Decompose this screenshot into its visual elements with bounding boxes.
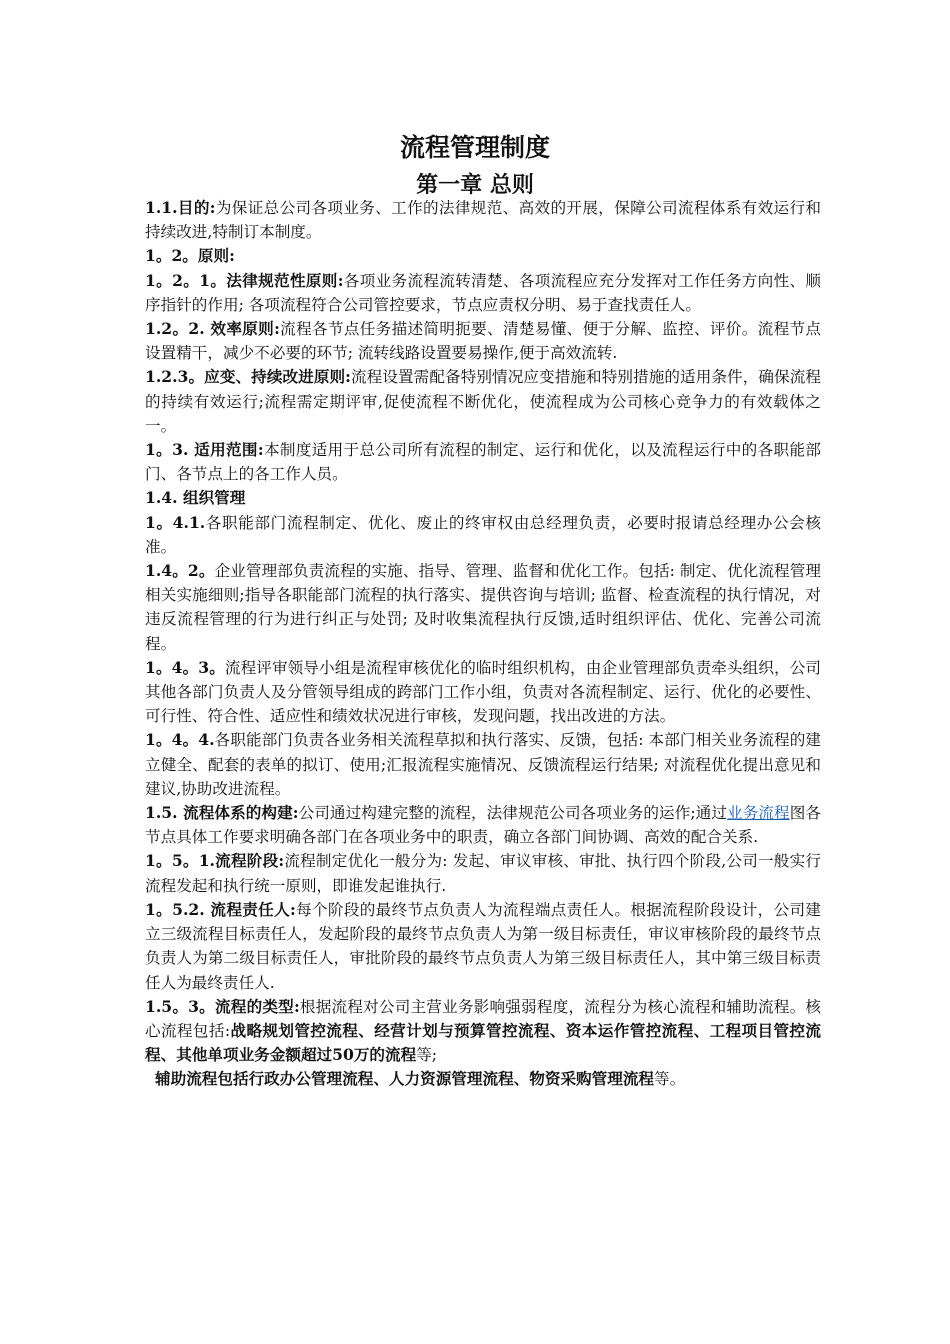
clause-text: 本制度适用于总公司所有流程的制定、运行和优化，以及流程运行中的各职能部门、各节点上的各工作人员。 [145, 441, 821, 484]
paragraph-efficiency-principle [145, 317, 821, 365]
clause-heading: 1.4. 组织管理 [145, 488, 246, 508]
paragraph-legal-principle [145, 269, 821, 317]
paragraph-process-types [145, 995, 821, 1092]
clause-text: 流程设置需配备特别情况应变措施和特别措施的适用条件，确保流程的持续有效运行;流程需定期评审,促使流程不断优化，使流程成为公司核心竞争力的有效载体之一。 [145, 368, 821, 435]
clause-heading: 1。2。1。法律规范性原则: [145, 270, 344, 290]
clause-text: 为保证总公司各项业务、工作的法律规范、高效的开展，保障公司流程体系有效运行和持续改进,特制订本制度。 [145, 199, 821, 242]
paragraph-process-stages [145, 849, 821, 897]
core-process-list: 战略规划管控流程、经营计划与预算管控流程、资本运作管控流程、工程项目管控流程、其他单项业务金额超过50万的流程 [145, 1020, 821, 1065]
clause-text: 各项业务流程流转清楚、各项流程应充分发挥对工作任务方向性、顺序指针的作用; 各项流程符合公司管控要求，节点应责权分明、易于查找责任人。 [145, 271, 821, 314]
clause-heading: 1。3. 适用范围: [145, 440, 264, 460]
clause-text: 各职能部门负责各业务相关流程草拟和执行落实、反馈，包括: 本部门相关业务流程的建立健全、配套的表单的拟订、使用;汇报流程实施情况、反馈流程运行结果; 对流程优化提出意见和建议,协助改进流程。 [145, 731, 821, 798]
clause-heading: 1。5.2. 流程责任人: [145, 899, 296, 919]
paragraph-1-4-3 [145, 656, 821, 729]
clause-heading: 1.5. 流程体系的构建: [145, 803, 299, 823]
clause-text: 企业管理部负责流程的实施、指导、管理、监督和优化工作。包括: 制定、优化流程管理相关实施细则;指导各职能部门流程的执行落实、提供咨询与培训; 监督、检查流程的执行情况，对违反流程管理的行为进行纠正与处罚; 及时收集流程执行反馈,适时组织评估、优化、完善公司流程。 [145, 562, 821, 653]
paragraph-improvement-principle [145, 365, 821, 438]
clause-text: 公司通过构建完整的流程，法律规范公司各项业务的运作;通过 [298, 804, 728, 823]
business-process-link[interactable]: 业务流程 [727, 804, 790, 823]
chapter-heading: 第一章 总则 [416, 173, 534, 198]
clause-text: 各职能部门流程制定、优化、废止的终审权由总经理负责，必要时报请总经理办公会核准。 [145, 513, 821, 556]
clause-heading: 1。4。3。 [145, 657, 225, 677]
paragraph-principles [145, 244, 821, 268]
clause-text: 流程各节点任务描述简明扼要、清楚易懂、便于分解、监控、评价。流程节点设置精干，减少不必要的环节; 流转线路设置要易操作,便于高效流转. [145, 320, 821, 363]
clause-heading: 1。4。4. [145, 730, 215, 750]
support-process-list: 辅助流程包括行政办公管理流程、人力资源管理流程、物资采购管理流程 [155, 1069, 655, 1089]
clause-heading: 1。2。原则: [145, 246, 235, 266]
paragraph-organization [145, 486, 821, 510]
clause-text: 根据流程对公司主营业务影响强弱程度，流程分为核心流程和辅助流程。核心流程包括: [145, 997, 821, 1040]
paragraph-process-owner [145, 898, 821, 995]
document-title: 流程管理制度 [399, 133, 550, 162]
clause-heading: 1.1.目的: [145, 198, 216, 217]
paragraph-system-construction [145, 801, 821, 849]
paragraph-scope [145, 438, 821, 486]
clause-heading: 1。4.1. [145, 512, 206, 532]
paragraph-1-4-1 [145, 511, 821, 559]
clause-text: 图各节点具体工作要求明确各部门在各项业务中的职责，确立各部门间协调、高效的配合关系. [145, 804, 821, 847]
clause-text: 流程评审领导小组是流程审核优化的临时组织机构，由企业管理部负责牵头组织，公司其他各部门负责人及分管领导组成的跨部门工作小组，负责对各流程制定、运行、优化的必要性、可行性、符合性、适应性和绩效状况进行审核，发现问题，找出改进的方法。 [145, 658, 821, 726]
document-body [145, 196, 821, 1092]
clause-text: 每个阶段的最终节点负责人为流程端点责任人。根据流程阶段设计，公司建立三级流程目标责任人，发起阶段的最终节点负责人为第一级目标责任，审议审核阶段的最终节点负责人为第二级目标责任人，审批阶段的最终节点负责人为第三级目标责任人，其中第三级目标责任人为最终责任人. [145, 900, 821, 992]
clause-heading: 1.2.3。应变、持续改进原则: [145, 367, 351, 387]
clause-text: 流程制定优化一般分为: 发起、审议审核、审批、执行四个阶段,公司一般实行流程发起和执行统一原则，即谁发起谁执行. [145, 852, 821, 895]
paragraph-1-4-4 [145, 728, 821, 801]
clause-heading: 1.4。2。 [145, 561, 215, 581]
clause-heading: 1.2。2. 效率原则: [145, 319, 280, 339]
clause-text: 等; [416, 1046, 438, 1065]
clause-heading: 1.5。3。流程的类型: [145, 996, 300, 1016]
paragraph-1-4-2 [145, 559, 821, 656]
clause-heading: 1。5。1.流程阶段: [145, 851, 285, 871]
clause-text: 等。 [654, 1070, 686, 1089]
paragraph-purpose [145, 196, 821, 244]
